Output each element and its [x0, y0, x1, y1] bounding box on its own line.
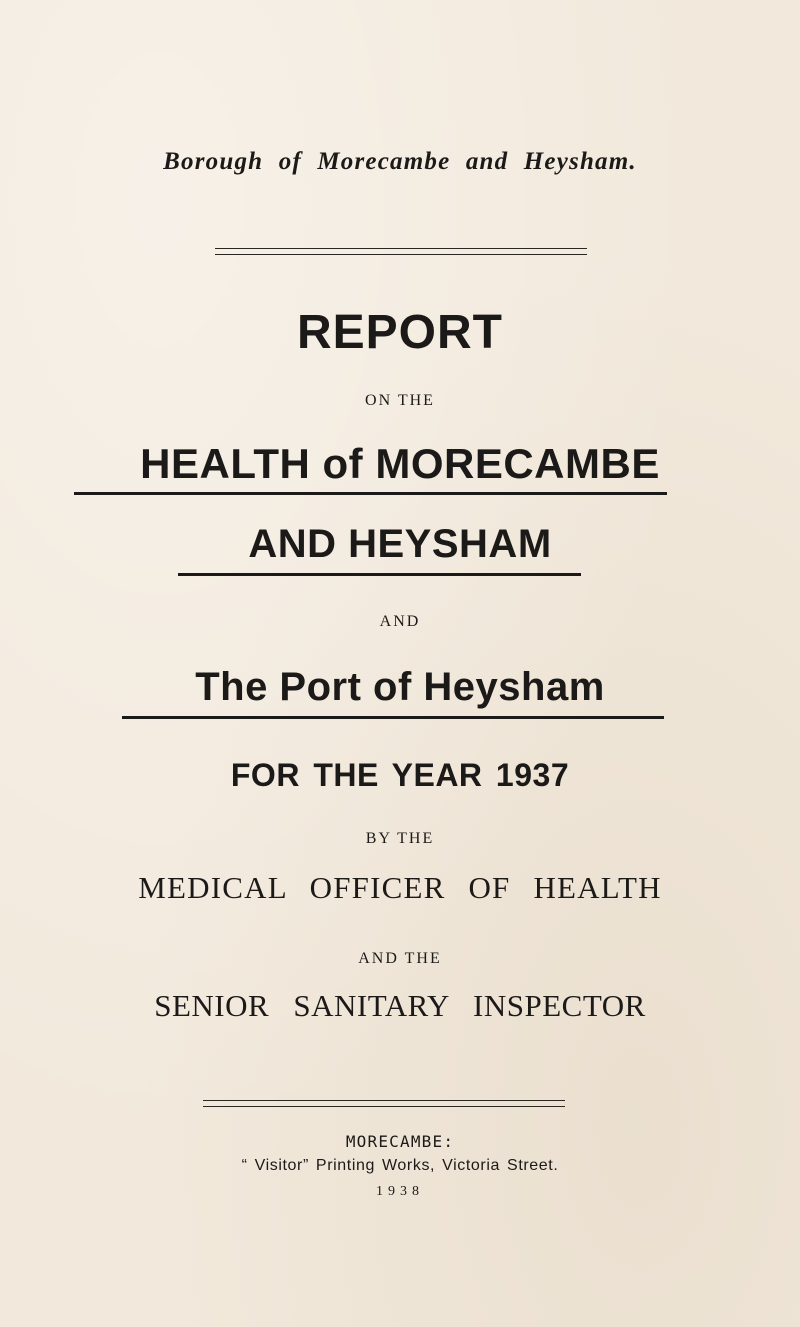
borough-heading: Borough of Morecambe and Heysham.: [163, 148, 637, 175]
double-rule-bottom: [203, 1100, 565, 1107]
double-rule-top: [215, 248, 587, 255]
senior-sanitary-inspector-line: SENIOR SANITARY INSPECTOR: [154, 988, 646, 1023]
underline-port: [122, 716, 664, 719]
medical-officer-line: MEDICAL OFFICER OF HEALTH: [138, 870, 662, 905]
health-of-morecambe-title: HEALTH of MORECAMBE: [140, 440, 660, 487]
underline-heysham: [178, 573, 581, 576]
underline-health: [74, 492, 667, 495]
and-heysham-title: AND HEYSHAM: [248, 522, 552, 566]
report-title: REPORT: [296, 306, 503, 359]
port-of-heysham-title: The Port of Heysham: [195, 665, 605, 709]
by-the-text: BY THE: [365, 830, 435, 847]
imprint-year: 1938: [376, 1184, 424, 1199]
imprint-printer: “ Visitor” Printing Works, Victoria Street.: [241, 1157, 559, 1174]
on-the-text: ON THE: [365, 392, 435, 409]
and-the-text: AND THE: [358, 950, 442, 967]
year-title: FOR THE YEAR 1937: [230, 757, 570, 793]
and-text: AND: [379, 613, 421, 630]
imprint-city: MORECAMBE:: [345, 1132, 455, 1151]
